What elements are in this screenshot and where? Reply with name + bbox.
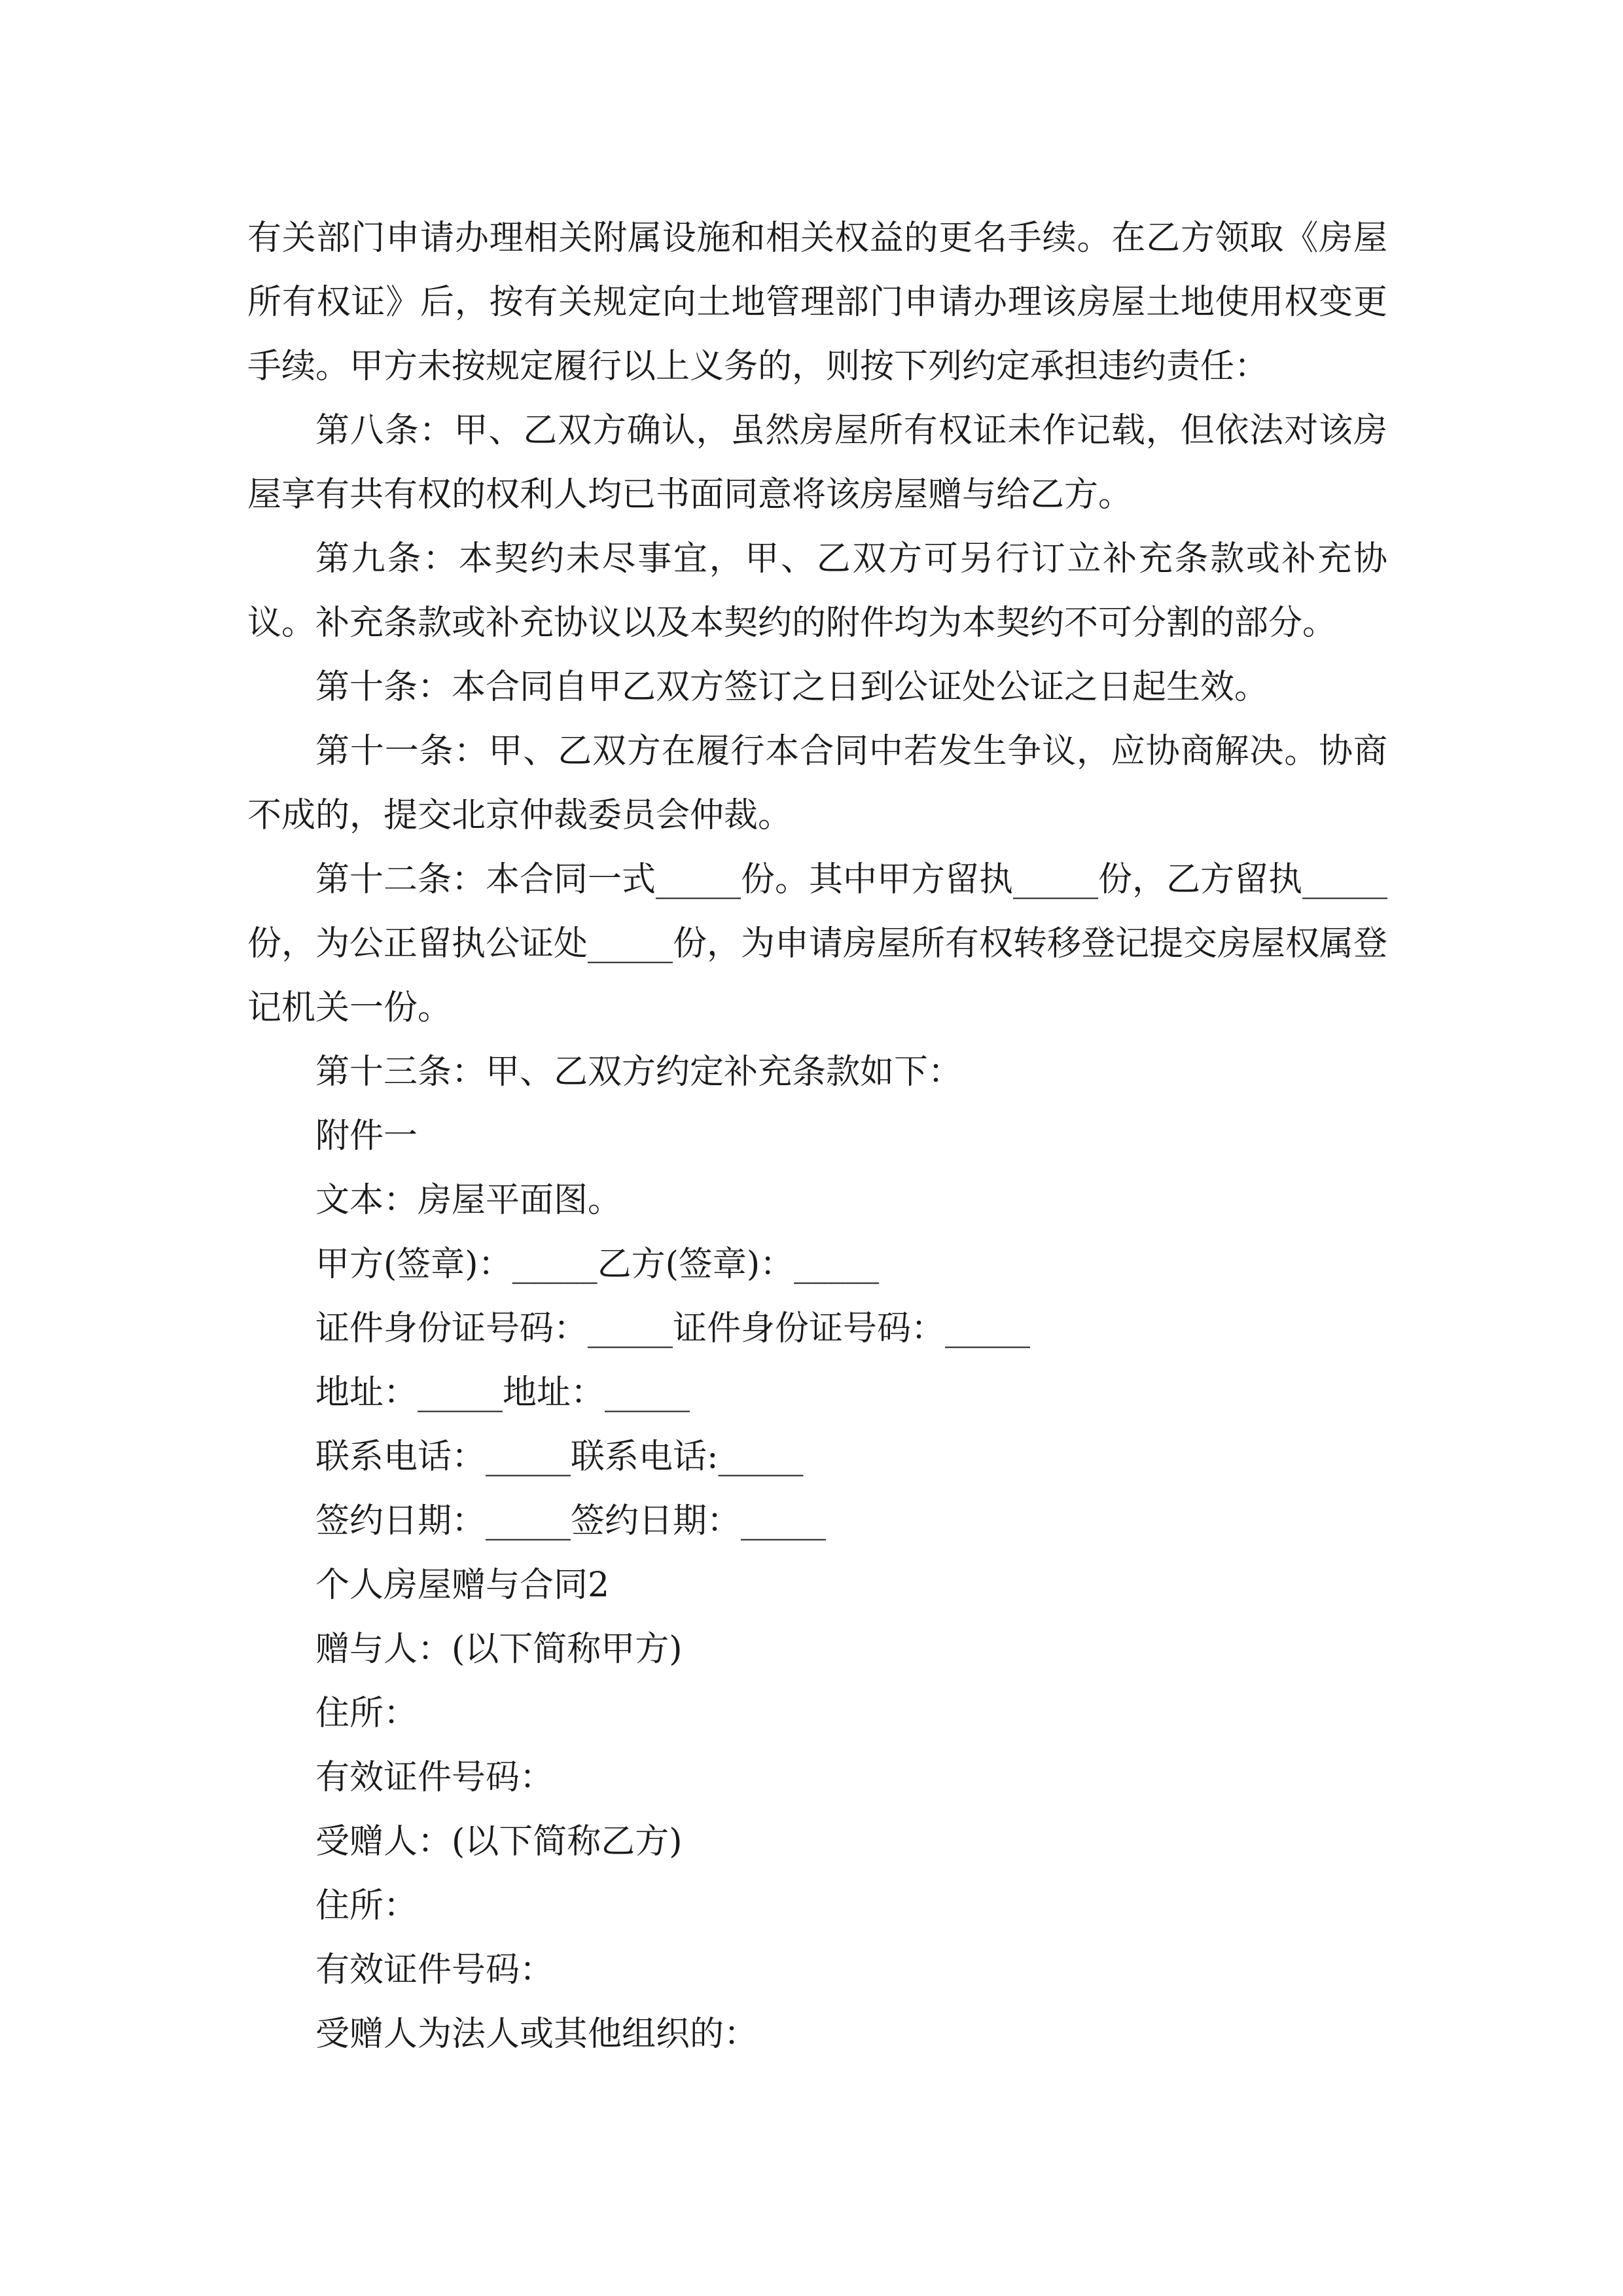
line-signature: 甲方(签章)：_____乙方(签章)：_____	[315, 1245, 880, 1284]
paragraph-article-8: 第八条：甲、乙双方确认，虽然房屋所有权证未作记载，但依法对该房屋享有共有权的权利人均已书面同意将该房屋赠与给乙方。	[247, 411, 1387, 514]
paragraph-article-11: 第十一条：甲、乙双方在履行本合同中若发生争议，应协商解决。协商不成的，提交北京仲裁委员会仲裁。	[247, 732, 1387, 835]
paragraph-article-9: 第九条：本契约未尽事宜，甲、乙双方可另行订立补充条款或补充协议。补充条款或补充协议以及本契约的附件均为本契约不可分割的部分。	[247, 539, 1387, 643]
line-phone: 联系电话：_____联系电话:_____	[315, 1437, 804, 1477]
line-donor: 赠与人：(以下简称甲方)	[315, 1630, 683, 1669]
paragraph-continuation: 有关部门申请办理相关附属设施和相关权益的更名手续。在乙方领取《房屋所有权证》后，按有关规定向土地管理部门申请办理该房屋土地使用权变更手续。甲方未按规定履行以上义务的，则按下列约定承担违约责任：	[247, 219, 1387, 386]
line-donee-id: 有效证件号码：	[315, 1950, 554, 1990]
line-donee-residence: 住所：	[315, 1886, 418, 1926]
line-donor-id: 有效证件号码：	[315, 1758, 554, 1797]
line-donee-organization: 受赠人为法人或其他组织的：	[315, 2015, 758, 2054]
line-article-13: 第十三条：甲、乙双方约定补充条款如下：	[315, 1052, 963, 1092]
line-attachment-heading: 附件一	[315, 1117, 418, 1156]
paragraph-article-12: 第十二条：本合同一式_____份。其中甲方留执_____份，乙方留执_____份，为公正留执公证处_____份，为申请房屋所有权转移登记提交房屋权属登记机关一份。	[247, 860, 1388, 1028]
line-attachment-text: 文本：房屋平面图。	[315, 1181, 622, 1220]
document-body	[247, 206, 1387, 2066]
line-id-number: 证件身份证号码：_____证件身份证号码：_____	[315, 1309, 1031, 1348]
line-contract-2-title: 个人房屋赠与合同2	[315, 1566, 610, 1605]
line-donor-residence: 住所：	[315, 1694, 418, 1733]
paragraph-article-10: 第十条：本合同自甲乙双方签订之日到公证处公证之日起生效。	[315, 668, 1269, 707]
line-address: 地址：_____地址：_____	[315, 1373, 690, 1412]
line-donee: 受赠人：(以下简称乙方)	[315, 1822, 683, 1861]
line-sign-date: 签约日期：_____签约日期：_____	[315, 1501, 827, 1541]
